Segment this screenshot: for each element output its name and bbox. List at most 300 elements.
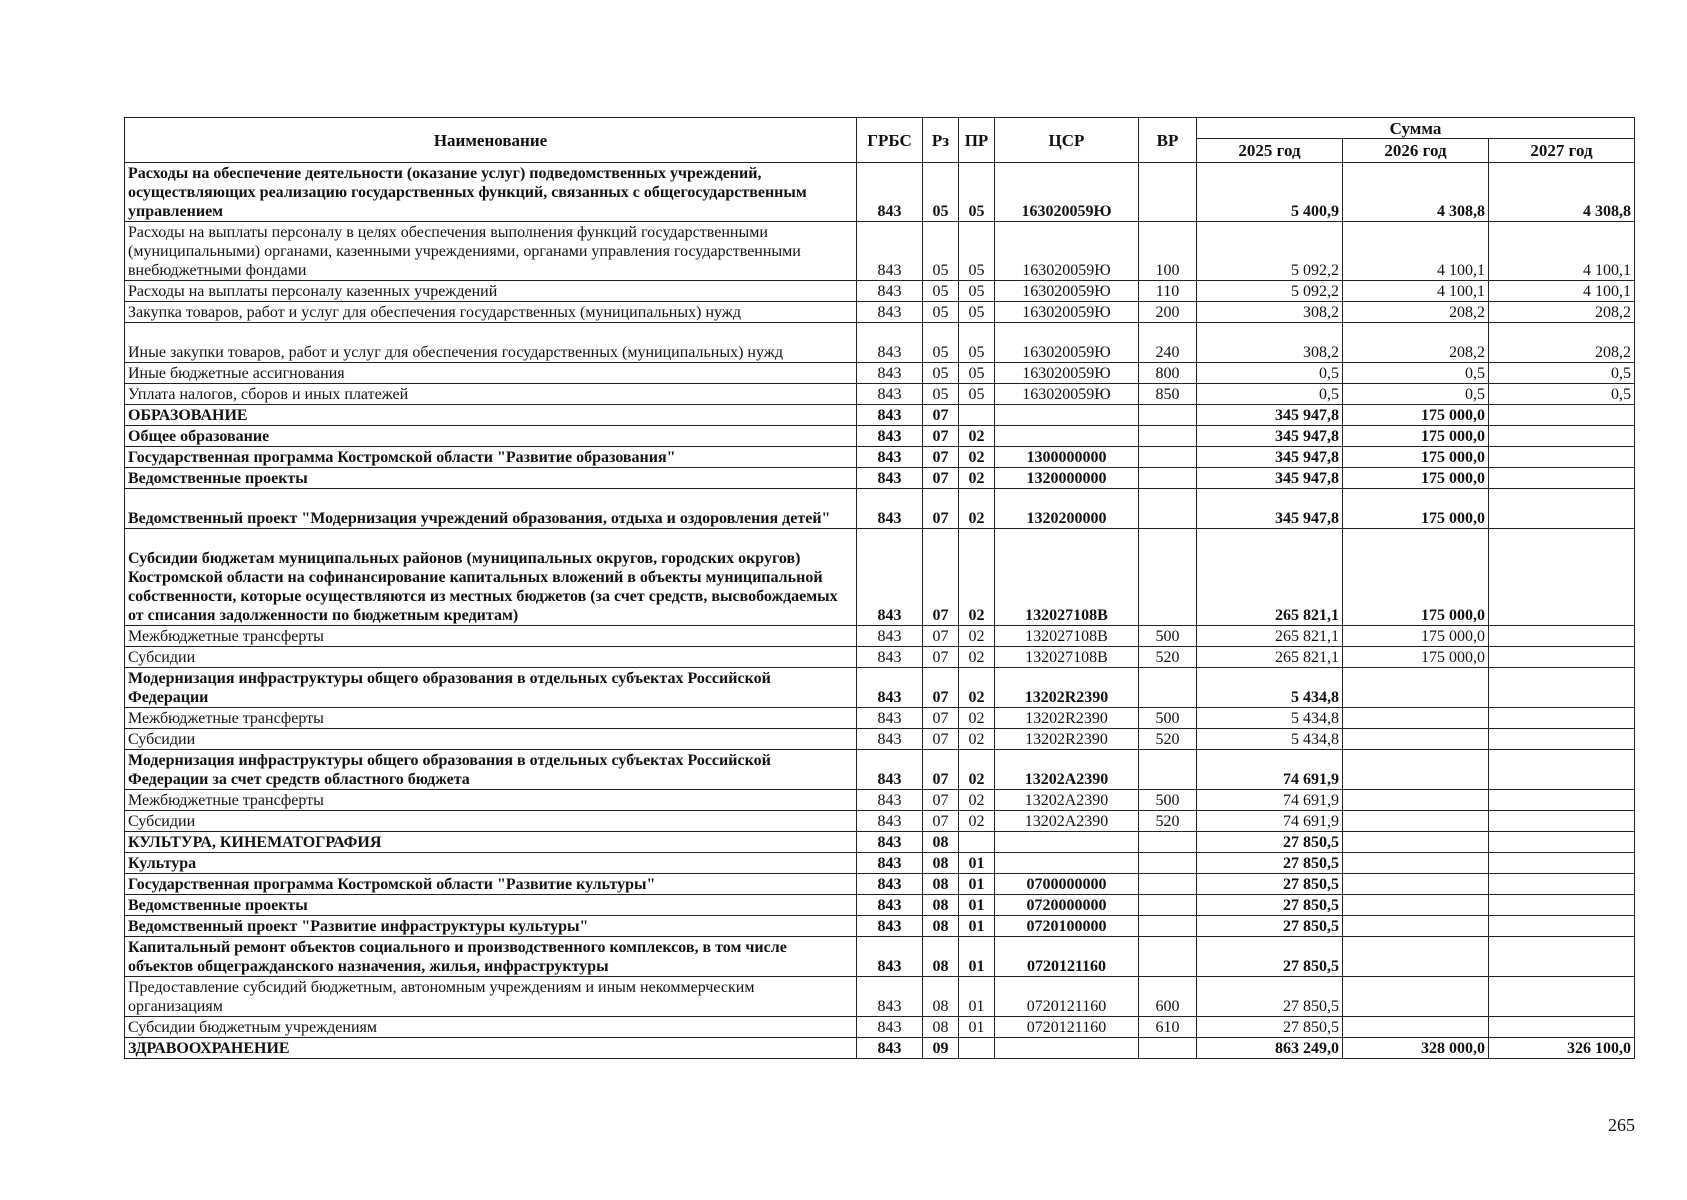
cell-rz: 05 bbox=[923, 384, 959, 405]
cell-pr bbox=[959, 405, 995, 426]
cell-sum-2025: 0,5 bbox=[1197, 384, 1343, 405]
table-row bbox=[125, 668, 1635, 708]
cell-rz: 08 bbox=[923, 916, 959, 937]
cell-sum-2026 bbox=[1343, 916, 1489, 937]
cell-csr: 132027108В bbox=[995, 626, 1139, 647]
cell-sum-2026 bbox=[1343, 832, 1489, 853]
cell-pr: 05 bbox=[959, 302, 995, 323]
cell-grbs: 843 bbox=[857, 895, 923, 916]
cell-name: Модернизация инфраструктуры общего образования в отдельных субъектах Российской Федерации bbox=[125, 668, 857, 708]
cell-vr: 850 bbox=[1139, 384, 1197, 405]
cell-vr: 100 bbox=[1139, 222, 1197, 281]
header-year-2025: 2025 год bbox=[1197, 139, 1343, 163]
cell-sum-2026: 208,2 bbox=[1343, 323, 1489, 363]
cell-vr bbox=[1139, 874, 1197, 895]
cell-name: Государственная программа Костромской области "Развитие образования" bbox=[125, 447, 857, 468]
table-row bbox=[125, 1017, 1635, 1038]
cell-csr: 13202R2390 bbox=[995, 729, 1139, 750]
cell-name: Государственная программа Костромской области "Развитие культуры" bbox=[125, 874, 857, 895]
table-row bbox=[125, 729, 1635, 750]
cell-name: Ведомственный проект "Модернизация учреждений образования, отдыха и оздоровления детей" bbox=[125, 489, 857, 529]
table-row bbox=[125, 1038, 1635, 1059]
cell-rz: 05 bbox=[923, 163, 959, 222]
cell-grbs: 843 bbox=[857, 405, 923, 426]
cell-name: КУЛЬТУРА, КИНЕМАТОГРАФИЯ bbox=[125, 832, 857, 853]
cell-pr: 02 bbox=[959, 729, 995, 750]
cell-sum-2025: 74 691,9 bbox=[1197, 790, 1343, 811]
cell-sum-2026 bbox=[1343, 708, 1489, 729]
cell-name: Ведомственные проекты bbox=[125, 468, 857, 489]
cell-csr: 0720121160 bbox=[995, 937, 1139, 977]
cell-name: ЗДРАВООХРАНЕНИЕ bbox=[125, 1038, 857, 1059]
cell-rz: 07 bbox=[923, 426, 959, 447]
cell-csr: 163020059Ю bbox=[995, 302, 1139, 323]
cell-sum-2027 bbox=[1489, 647, 1635, 668]
cell-sum-2026 bbox=[1343, 668, 1489, 708]
table-row bbox=[125, 853, 1635, 874]
cell-sum-2026 bbox=[1343, 874, 1489, 895]
cell-sum-2026 bbox=[1343, 729, 1489, 750]
cell-sum-2025: 5 434,8 bbox=[1197, 708, 1343, 729]
cell-sum-2025: 345 947,8 bbox=[1197, 405, 1343, 426]
cell-name: Расходы на выплаты персоналу в целях обеспечения выполнения функций государственными (муниципальными) органами, казенными учреждениями, органами управления государственными внебюджетными фондами bbox=[125, 222, 857, 281]
cell-pr: 02 bbox=[959, 708, 995, 729]
cell-grbs: 843 bbox=[857, 1038, 923, 1059]
cell-csr: 163020059Ю bbox=[995, 222, 1139, 281]
cell-vr bbox=[1139, 832, 1197, 853]
cell-rz: 05 bbox=[923, 363, 959, 384]
budget-table bbox=[124, 117, 1635, 1059]
cell-sum-2025: 27 850,5 bbox=[1197, 916, 1343, 937]
cell-name: Субсидии bbox=[125, 729, 857, 750]
cell-pr: 02 bbox=[959, 529, 995, 626]
cell-grbs: 843 bbox=[857, 489, 923, 529]
cell-grbs: 843 bbox=[857, 426, 923, 447]
cell-csr: 163020059Ю bbox=[995, 323, 1139, 363]
cell-sum-2025: 5 092,2 bbox=[1197, 222, 1343, 281]
cell-pr bbox=[959, 1038, 995, 1059]
cell-vr bbox=[1139, 489, 1197, 529]
cell-name: Модернизация инфраструктуры общего образования в отдельных субъектах Российской Федерации за счет средств областного бюджета bbox=[125, 750, 857, 790]
cell-rz: 07 bbox=[923, 626, 959, 647]
cell-name: Уплата налогов, сборов и иных платежей bbox=[125, 384, 857, 405]
table-row bbox=[125, 323, 1635, 363]
table-row bbox=[125, 529, 1635, 626]
cell-sum-2025: 27 850,5 bbox=[1197, 832, 1343, 853]
cell-vr bbox=[1139, 1038, 1197, 1059]
cell-name: Иные бюджетные ассигнования bbox=[125, 363, 857, 384]
cell-csr: 13202A2390 bbox=[995, 811, 1139, 832]
cell-name: Предоставление субсидий бюджетным, автономным учреждениям и иным некоммерческим организациям bbox=[125, 977, 857, 1017]
cell-name: Субсидии бюджетам муниципальных районов (муниципальных округов, городских округов) Костромской области на софинансирование капитальных вложений в объекты муниципальной собственности, которые осуществляются из местных бюджетов (за счет средств, высвобождаемых от списания задолженности по бюджетным кредитам) bbox=[125, 529, 857, 626]
header-year-2027: 2027 год bbox=[1489, 139, 1635, 163]
cell-grbs: 843 bbox=[857, 790, 923, 811]
cell-sum-2025: 345 947,8 bbox=[1197, 489, 1343, 529]
cell-sum-2025: 27 850,5 bbox=[1197, 1017, 1343, 1038]
cell-sum-2027 bbox=[1489, 626, 1635, 647]
cell-pr: 05 bbox=[959, 163, 995, 222]
cell-pr: 02 bbox=[959, 489, 995, 529]
cell-rz: 08 bbox=[923, 937, 959, 977]
cell-sum-2026: 0,5 bbox=[1343, 363, 1489, 384]
cell-grbs: 843 bbox=[857, 832, 923, 853]
cell-sum-2026 bbox=[1343, 811, 1489, 832]
cell-sum-2026: 175 000,0 bbox=[1343, 405, 1489, 426]
cell-sum-2027: 4 308,8 bbox=[1489, 163, 1635, 222]
cell-sum-2026 bbox=[1343, 750, 1489, 790]
cell-vr: 800 bbox=[1139, 363, 1197, 384]
cell-csr: 13202R2390 bbox=[995, 708, 1139, 729]
cell-csr bbox=[995, 426, 1139, 447]
cell-sum-2027 bbox=[1489, 937, 1635, 977]
cell-sum-2027 bbox=[1489, 1017, 1635, 1038]
cell-sum-2027 bbox=[1489, 489, 1635, 529]
cell-vr: 500 bbox=[1139, 790, 1197, 811]
cell-grbs: 843 bbox=[857, 853, 923, 874]
cell-sum-2025: 265 821,1 bbox=[1197, 626, 1343, 647]
table-row bbox=[125, 916, 1635, 937]
cell-rz: 08 bbox=[923, 874, 959, 895]
cell-sum-2025: 27 850,5 bbox=[1197, 937, 1343, 977]
cell-sum-2027 bbox=[1489, 790, 1635, 811]
cell-sum-2025: 5 434,8 bbox=[1197, 729, 1343, 750]
cell-sum-2026 bbox=[1343, 1017, 1489, 1038]
cell-name: Субсидии bbox=[125, 647, 857, 668]
cell-csr: 13202A2390 bbox=[995, 790, 1139, 811]
cell-rz: 07 bbox=[923, 647, 959, 668]
cell-vr: 600 bbox=[1139, 977, 1197, 1017]
cell-grbs: 843 bbox=[857, 874, 923, 895]
cell-rz: 05 bbox=[923, 302, 959, 323]
table-row bbox=[125, 790, 1635, 811]
cell-sum-2025: 74 691,9 bbox=[1197, 750, 1343, 790]
cell-rz: 07 bbox=[923, 729, 959, 750]
cell-pr: 01 bbox=[959, 853, 995, 874]
cell-grbs: 843 bbox=[857, 647, 923, 668]
cell-grbs: 843 bbox=[857, 977, 923, 1017]
table-row bbox=[125, 708, 1635, 729]
cell-csr: 132027108В bbox=[995, 647, 1139, 668]
cell-csr: 163020059Ю bbox=[995, 384, 1139, 405]
cell-csr bbox=[995, 405, 1139, 426]
cell-sum-2026: 175 000,0 bbox=[1343, 489, 1489, 529]
cell-csr: 163020059Ю bbox=[995, 163, 1139, 222]
cell-sum-2027 bbox=[1489, 832, 1635, 853]
cell-name: ОБРАЗОВАНИЕ bbox=[125, 405, 857, 426]
cell-pr: 02 bbox=[959, 668, 995, 708]
cell-sum-2026 bbox=[1343, 853, 1489, 874]
cell-sum-2026: 0,5 bbox=[1343, 384, 1489, 405]
table-row bbox=[125, 426, 1635, 447]
cell-sum-2027 bbox=[1489, 895, 1635, 916]
table-body bbox=[125, 163, 1635, 1059]
cell-pr: 05 bbox=[959, 222, 995, 281]
cell-pr: 01 bbox=[959, 895, 995, 916]
page-number: 265 bbox=[1608, 1115, 1635, 1135]
cell-rz: 07 bbox=[923, 750, 959, 790]
cell-sum-2025: 345 947,8 bbox=[1197, 447, 1343, 468]
cell-name: Общее образование bbox=[125, 426, 857, 447]
cell-sum-2027 bbox=[1489, 447, 1635, 468]
cell-vr: 200 bbox=[1139, 302, 1197, 323]
cell-grbs: 843 bbox=[857, 750, 923, 790]
cell-sum-2026: 175 000,0 bbox=[1343, 529, 1489, 626]
cell-sum-2027 bbox=[1489, 468, 1635, 489]
cell-sum-2026: 175 000,0 bbox=[1343, 447, 1489, 468]
cell-sum-2025: 308,2 bbox=[1197, 323, 1343, 363]
cell-rz: 08 bbox=[923, 895, 959, 916]
cell-rz: 07 bbox=[923, 811, 959, 832]
cell-pr: 01 bbox=[959, 977, 995, 1017]
cell-sum-2026: 175 000,0 bbox=[1343, 426, 1489, 447]
cell-sum-2027 bbox=[1489, 977, 1635, 1017]
cell-sum-2025: 5 092,2 bbox=[1197, 281, 1343, 302]
cell-vr bbox=[1139, 447, 1197, 468]
cell-rz: 08 bbox=[923, 832, 959, 853]
cell-pr: 02 bbox=[959, 426, 995, 447]
cell-grbs: 843 bbox=[857, 447, 923, 468]
cell-rz: 07 bbox=[923, 708, 959, 729]
table-row bbox=[125, 832, 1635, 853]
header-grbs: ГРБС bbox=[857, 118, 923, 163]
cell-grbs: 843 bbox=[857, 384, 923, 405]
cell-vr bbox=[1139, 916, 1197, 937]
table-row bbox=[125, 302, 1635, 323]
cell-csr: 0700000000 bbox=[995, 874, 1139, 895]
cell-grbs: 843 bbox=[857, 729, 923, 750]
cell-vr: 520 bbox=[1139, 729, 1197, 750]
cell-grbs: 843 bbox=[857, 281, 923, 302]
cell-rz: 05 bbox=[923, 323, 959, 363]
cell-vr bbox=[1139, 668, 1197, 708]
table-row bbox=[125, 647, 1635, 668]
cell-sum-2026: 175 000,0 bbox=[1343, 647, 1489, 668]
cell-rz: 07 bbox=[923, 405, 959, 426]
cell-rz: 09 bbox=[923, 1038, 959, 1059]
cell-name: Субсидии бюджетным учреждениям bbox=[125, 1017, 857, 1038]
cell-pr: 01 bbox=[959, 916, 995, 937]
cell-csr: 163020059Ю bbox=[995, 281, 1139, 302]
cell-sum-2027 bbox=[1489, 668, 1635, 708]
cell-sum-2026 bbox=[1343, 790, 1489, 811]
cell-csr: 1320200000 bbox=[995, 489, 1139, 529]
cell-pr: 01 bbox=[959, 874, 995, 895]
cell-sum-2027: 0,5 bbox=[1489, 363, 1635, 384]
cell-grbs: 843 bbox=[857, 708, 923, 729]
table-row bbox=[125, 468, 1635, 489]
header-name: Наименование bbox=[125, 118, 857, 163]
cell-rz: 07 bbox=[923, 447, 959, 468]
cell-grbs: 843 bbox=[857, 529, 923, 626]
cell-sum-2025: 27 850,5 bbox=[1197, 874, 1343, 895]
cell-rz: 05 bbox=[923, 222, 959, 281]
cell-sum-2025: 308,2 bbox=[1197, 302, 1343, 323]
cell-csr: 13202A2390 bbox=[995, 750, 1139, 790]
cell-pr: 05 bbox=[959, 323, 995, 363]
cell-sum-2027 bbox=[1489, 916, 1635, 937]
cell-name: Межбюджетные трансферты bbox=[125, 626, 857, 647]
cell-vr bbox=[1139, 163, 1197, 222]
header-pr: ПР bbox=[959, 118, 995, 163]
cell-sum-2026 bbox=[1343, 937, 1489, 977]
cell-name: Межбюджетные трансферты bbox=[125, 708, 857, 729]
cell-sum-2025: 265 821,1 bbox=[1197, 529, 1343, 626]
cell-name: Расходы на обеспечение деятельности (оказание услуг) подведомственных учреждений, осуществляющих реализацию государственных функций, связанных с общегосударственным управлением bbox=[125, 163, 857, 222]
cell-sum-2025: 0,5 bbox=[1197, 363, 1343, 384]
cell-sum-2026: 328 000,0 bbox=[1343, 1038, 1489, 1059]
cell-grbs: 843 bbox=[857, 363, 923, 384]
cell-csr: 0720121160 bbox=[995, 1017, 1139, 1038]
cell-pr: 02 bbox=[959, 750, 995, 790]
cell-grbs: 843 bbox=[857, 468, 923, 489]
cell-pr: 05 bbox=[959, 384, 995, 405]
cell-grbs: 843 bbox=[857, 1017, 923, 1038]
cell-rz: 08 bbox=[923, 1017, 959, 1038]
budget-table-sheet bbox=[124, 117, 1634, 1059]
cell-sum-2025: 345 947,8 bbox=[1197, 426, 1343, 447]
header-csr: ЦСР bbox=[995, 118, 1139, 163]
cell-name: Субсидии bbox=[125, 811, 857, 832]
cell-vr bbox=[1139, 529, 1197, 626]
cell-sum-2025: 74 691,9 bbox=[1197, 811, 1343, 832]
cell-sum-2025: 265 821,1 bbox=[1197, 647, 1343, 668]
cell-sum-2027: 4 100,1 bbox=[1489, 281, 1635, 302]
cell-sum-2027: 4 100,1 bbox=[1489, 222, 1635, 281]
cell-name: Капитальный ремонт объектов социального и производственного комплексов, в том числе объектов общегражданского назначения, жилья, инфраструктуры bbox=[125, 937, 857, 977]
cell-name: Иные закупки товаров, работ и услуг для обеспечения государственных (муниципальных) нужд bbox=[125, 323, 857, 363]
cell-pr: 02 bbox=[959, 790, 995, 811]
cell-grbs: 843 bbox=[857, 668, 923, 708]
header-year-2026: 2026 год bbox=[1343, 139, 1489, 163]
cell-csr: 163020059Ю bbox=[995, 363, 1139, 384]
cell-sum-2027 bbox=[1489, 874, 1635, 895]
cell-csr: 0720121160 bbox=[995, 977, 1139, 1017]
cell-rz: 07 bbox=[923, 489, 959, 529]
table-row bbox=[125, 811, 1635, 832]
cell-csr: 0720000000 bbox=[995, 895, 1139, 916]
cell-csr bbox=[995, 1038, 1139, 1059]
cell-grbs: 843 bbox=[857, 811, 923, 832]
cell-sum-2027 bbox=[1489, 729, 1635, 750]
cell-rz: 08 bbox=[923, 977, 959, 1017]
cell-grbs: 843 bbox=[857, 626, 923, 647]
cell-rz: 05 bbox=[923, 281, 959, 302]
cell-grbs: 843 bbox=[857, 937, 923, 977]
table-row bbox=[125, 363, 1635, 384]
cell-vr: 610 bbox=[1139, 1017, 1197, 1038]
cell-grbs: 843 bbox=[857, 222, 923, 281]
cell-name: Культура bbox=[125, 853, 857, 874]
cell-sum-2025: 5 434,8 bbox=[1197, 668, 1343, 708]
cell-vr bbox=[1139, 853, 1197, 874]
cell-sum-2027 bbox=[1489, 426, 1635, 447]
cell-pr: 05 bbox=[959, 281, 995, 302]
header-sum: Сумма bbox=[1197, 118, 1635, 139]
cell-name: Расходы на выплаты персоналу казенных учреждений bbox=[125, 281, 857, 302]
cell-sum-2027: 326 100,0 bbox=[1489, 1038, 1635, 1059]
cell-pr: 02 bbox=[959, 647, 995, 668]
cell-csr: 13202R2390 bbox=[995, 668, 1139, 708]
table-row bbox=[125, 281, 1635, 302]
cell-pr: 02 bbox=[959, 626, 995, 647]
cell-rz: 08 bbox=[923, 853, 959, 874]
cell-name: Ведомственные проекты bbox=[125, 895, 857, 916]
table-row bbox=[125, 384, 1635, 405]
cell-grbs: 843 bbox=[857, 163, 923, 222]
cell-vr: 110 bbox=[1139, 281, 1197, 302]
cell-sum-2025: 27 850,5 bbox=[1197, 853, 1343, 874]
table-row bbox=[125, 750, 1635, 790]
table-row bbox=[125, 977, 1635, 1017]
cell-sum-2027 bbox=[1489, 750, 1635, 790]
cell-vr bbox=[1139, 426, 1197, 447]
cell-vr bbox=[1139, 468, 1197, 489]
cell-vr bbox=[1139, 937, 1197, 977]
cell-pr bbox=[959, 832, 995, 853]
cell-sum-2027: 208,2 bbox=[1489, 302, 1635, 323]
cell-vr bbox=[1139, 895, 1197, 916]
cell-sum-2026: 175 000,0 bbox=[1343, 468, 1489, 489]
table-row bbox=[125, 405, 1635, 426]
cell-pr: 02 bbox=[959, 811, 995, 832]
table-row bbox=[125, 626, 1635, 647]
cell-sum-2027 bbox=[1489, 405, 1635, 426]
cell-vr: 520 bbox=[1139, 811, 1197, 832]
cell-sum-2027 bbox=[1489, 811, 1635, 832]
cell-csr bbox=[995, 853, 1139, 874]
table-row bbox=[125, 895, 1635, 916]
cell-vr: 240 bbox=[1139, 323, 1197, 363]
cell-vr bbox=[1139, 405, 1197, 426]
table-row bbox=[125, 937, 1635, 977]
cell-csr: 132027108В bbox=[995, 529, 1139, 626]
cell-sum-2026 bbox=[1343, 977, 1489, 1017]
cell-rz: 07 bbox=[923, 468, 959, 489]
cell-sum-2026 bbox=[1343, 895, 1489, 916]
cell-sum-2027: 0,5 bbox=[1489, 384, 1635, 405]
cell-pr: 01 bbox=[959, 1017, 995, 1038]
cell-grbs: 843 bbox=[857, 302, 923, 323]
cell-sum-2027: 208,2 bbox=[1489, 323, 1635, 363]
cell-vr bbox=[1139, 750, 1197, 790]
cell-sum-2026: 4 100,1 bbox=[1343, 222, 1489, 281]
cell-name: Межбюджетные трансферты bbox=[125, 790, 857, 811]
cell-csr bbox=[995, 832, 1139, 853]
header-rz: Рз bbox=[923, 118, 959, 163]
cell-sum-2027 bbox=[1489, 529, 1635, 626]
cell-pr: 02 bbox=[959, 468, 995, 489]
cell-sum-2025: 5 400,9 bbox=[1197, 163, 1343, 222]
cell-sum-2026: 208,2 bbox=[1343, 302, 1489, 323]
table-row bbox=[125, 222, 1635, 281]
cell-name: Закупка товаров, работ и услуг для обеспечения государственных (муниципальных) нужд bbox=[125, 302, 857, 323]
cell-sum-2027 bbox=[1489, 708, 1635, 729]
cell-rz: 07 bbox=[923, 668, 959, 708]
table-row bbox=[125, 163, 1635, 222]
table-row bbox=[125, 489, 1635, 529]
cell-rz: 07 bbox=[923, 790, 959, 811]
cell-grbs: 843 bbox=[857, 916, 923, 937]
cell-vr: 520 bbox=[1139, 647, 1197, 668]
table-row bbox=[125, 447, 1635, 468]
cell-vr: 500 bbox=[1139, 708, 1197, 729]
cell-csr: 1300000000 bbox=[995, 447, 1139, 468]
cell-pr: 01 bbox=[959, 937, 995, 977]
cell-sum-2026: 4 308,8 bbox=[1343, 163, 1489, 222]
cell-rz: 07 bbox=[923, 529, 959, 626]
cell-sum-2025: 345 947,8 bbox=[1197, 468, 1343, 489]
cell-csr: 1320000000 bbox=[995, 468, 1139, 489]
